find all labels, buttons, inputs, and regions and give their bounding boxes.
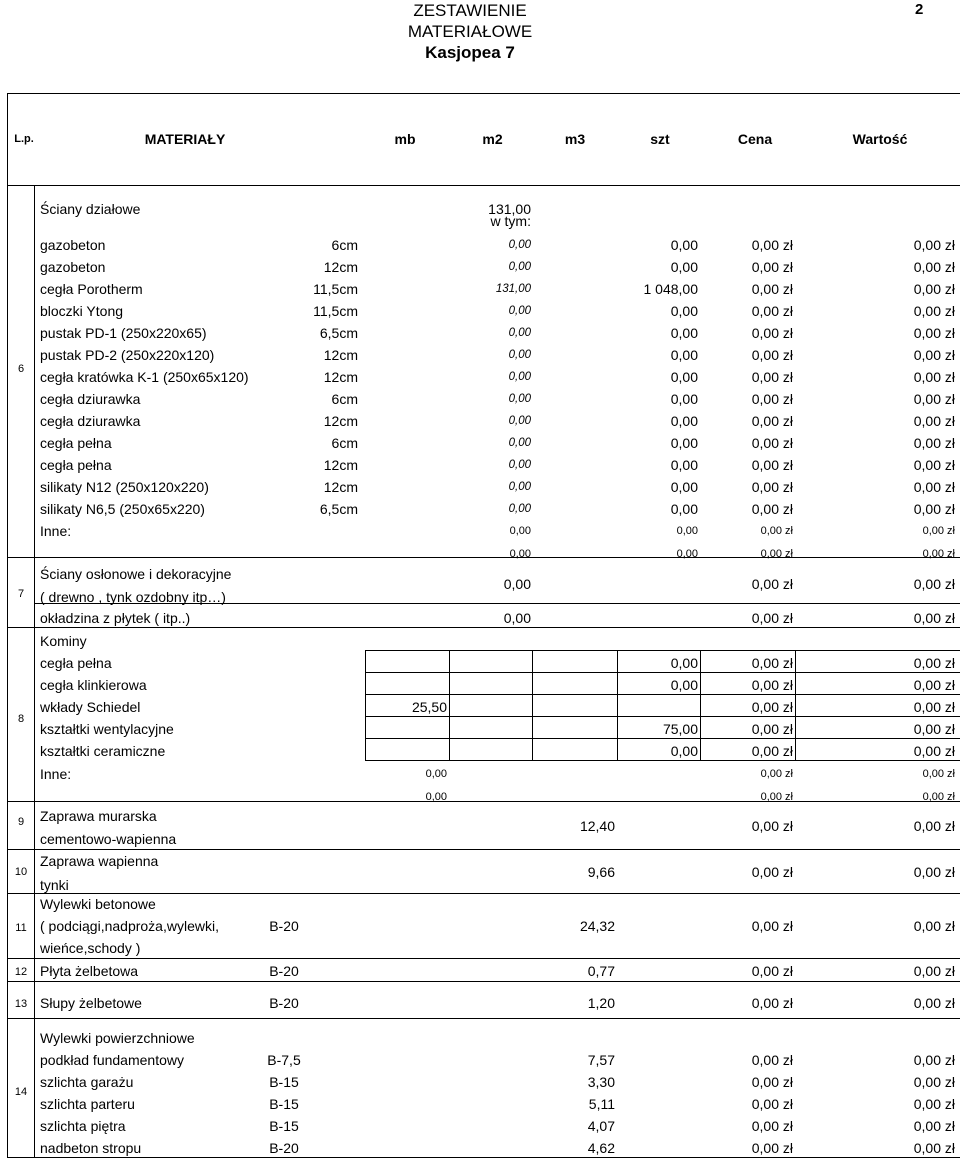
material-name: cegła dziurawka bbox=[40, 413, 141, 429]
m2-value: 0,00 bbox=[508, 327, 531, 339]
material-name: tynki bbox=[40, 877, 69, 893]
material-name: cegła pełna bbox=[40, 457, 112, 473]
kominy-column-line bbox=[532, 650, 533, 760]
material-name: cementowo-wapienna bbox=[40, 831, 177, 847]
total-value: 0,00 zł bbox=[913, 435, 955, 451]
section-separator bbox=[7, 627, 960, 628]
total-value: 0,00 zł bbox=[913, 610, 955, 626]
szt-value: 0,00 bbox=[670, 325, 698, 341]
material-name: cegła kratówka K-1 (250x65x120) bbox=[40, 369, 249, 385]
szt-value: 0,00 bbox=[670, 743, 698, 759]
column-header-5: szt bbox=[650, 131, 670, 147]
kominy-row-line bbox=[365, 650, 960, 651]
m3-value: 24,32 bbox=[579, 918, 615, 934]
kominy-column-line bbox=[700, 650, 701, 760]
material-name: cegła klinkierowa bbox=[40, 677, 147, 693]
szt-value: 0,00 bbox=[670, 457, 698, 473]
total-value: 0,00 zł bbox=[913, 1052, 955, 1068]
header-border-left bbox=[7, 93, 8, 186]
concrete-class: B-15 bbox=[269, 1074, 299, 1090]
total-value: 0,00 zł bbox=[913, 818, 955, 834]
m2-value: 0,00 bbox=[508, 371, 531, 383]
material-name: okładzina z płytek ( itp..) bbox=[40, 610, 191, 626]
price-value: 0,00 zł bbox=[751, 610, 793, 626]
column-header-1: MATERIAŁY bbox=[144, 131, 226, 147]
price-value: 0,00 zł bbox=[751, 743, 793, 759]
price-value: 0,00 zł bbox=[760, 791, 793, 803]
material-name: silikaty N6,5 (250x65x220) bbox=[40, 501, 205, 517]
szt-value: 0,00 bbox=[670, 677, 698, 693]
material-name: ( drewno , tynk ozdobny itp…) bbox=[40, 589, 226, 605]
kominy-column-line bbox=[365, 650, 366, 760]
price-value: 0,00 zł bbox=[751, 413, 793, 429]
material-name: Zaprawa wapienna bbox=[40, 853, 159, 869]
total-value: 0,00 zł bbox=[913, 963, 955, 979]
material-name: cegła dziurawka bbox=[40, 391, 141, 407]
header-border-top bbox=[7, 93, 960, 94]
m3-value: 4,62 bbox=[587, 1140, 615, 1156]
material-name: Zaprawa murarska bbox=[40, 808, 157, 824]
szt-value: 75,00 bbox=[662, 721, 698, 737]
szt-value: 0,00 bbox=[670, 435, 698, 451]
total-value: 0,00 zł bbox=[913, 281, 955, 297]
price-value: 0,00 zł bbox=[751, 655, 793, 671]
material-name: Ściany działowe bbox=[40, 201, 141, 217]
price-value: 0,00 zł bbox=[751, 1140, 793, 1156]
kominy-row-line bbox=[365, 738, 960, 739]
column-header-7: Wartość bbox=[852, 131, 908, 147]
szt-value: 0,00 bbox=[670, 237, 698, 253]
price-value: 0,00 zł bbox=[751, 818, 793, 834]
total-value: 0,00 zł bbox=[913, 655, 955, 671]
document-title-line-1: ZESTAWIENIE bbox=[413, 1, 527, 20]
price-value: 0,00 zł bbox=[751, 721, 793, 737]
lp-number: 8 bbox=[17, 713, 25, 725]
szt-value: 0,00 bbox=[676, 548, 698, 560]
section-separator bbox=[7, 893, 960, 894]
mb-value: 25,50 bbox=[411, 699, 447, 715]
price-value: 0,00 zł bbox=[751, 1096, 793, 1112]
szt-value: 0,00 bbox=[670, 347, 698, 363]
material-name: cegła pełna bbox=[40, 655, 112, 671]
price-value: 0,00 zł bbox=[751, 501, 793, 517]
lp-number: 14 bbox=[14, 1086, 28, 1098]
kominy-column-line bbox=[795, 650, 796, 760]
price-value: 0,00 zł bbox=[751, 576, 793, 592]
m2-value: 0,00 bbox=[508, 415, 531, 427]
total-value: 0,00 zł bbox=[913, 1096, 955, 1112]
total-value: 0,00 zł bbox=[913, 1118, 955, 1134]
section-separator bbox=[7, 1018, 960, 1019]
material-name: silikaty N12 (250x120x220) bbox=[40, 479, 209, 495]
m2-value: w tym: bbox=[490, 213, 531, 229]
m2-value: 0,00 bbox=[508, 459, 531, 471]
kominy-row-line bbox=[365, 716, 960, 717]
price-value: 0,00 zł bbox=[751, 479, 793, 495]
szt-value: 1 048,00 bbox=[643, 281, 698, 297]
document-title-line-3: Kasjopea 7 bbox=[425, 43, 515, 62]
material-name: pustak PD-2 (250x220x120) bbox=[40, 347, 215, 363]
szt-value: 0,00 bbox=[676, 525, 698, 537]
m2-value: 0,00 bbox=[508, 349, 531, 361]
section-separator bbox=[7, 849, 960, 850]
total-value: 0,00 zł bbox=[913, 259, 955, 275]
price-value: 0,00 zł bbox=[751, 281, 793, 297]
m3-value: 5,11 bbox=[588, 1096, 615, 1112]
material-thickness: 11,5cm bbox=[313, 281, 358, 297]
m2-value: 0,00 bbox=[508, 393, 531, 405]
price-value: 0,00 zł bbox=[760, 548, 793, 560]
section-separator bbox=[7, 801, 960, 802]
total-value: 0,00 zł bbox=[913, 413, 955, 429]
concrete-class: B-15 bbox=[269, 1118, 299, 1134]
price-value: 0,00 zł bbox=[751, 369, 793, 385]
m2-value: 0,00 bbox=[508, 481, 531, 493]
total-value: 0,00 zł bbox=[913, 369, 955, 385]
m2-value: 0,00 bbox=[503, 610, 531, 626]
m3-value: 4,07 bbox=[587, 1118, 615, 1134]
mb-value: 0,00 bbox=[425, 791, 447, 803]
header-border-bottom bbox=[7, 185, 960, 186]
document-title-line-2: MATERIAŁOWE bbox=[407, 22, 533, 41]
material-name: cegła Porotherm bbox=[40, 281, 143, 297]
section-separator bbox=[7, 1157, 960, 1158]
price-value: 0,00 zł bbox=[751, 918, 793, 934]
szt-value: 0,00 bbox=[670, 303, 698, 319]
m3-value: 0,77 bbox=[587, 963, 615, 979]
material-name: Ściany osłonowe i dekoracyjne bbox=[40, 566, 232, 582]
material-name: szlichta garażu bbox=[40, 1074, 134, 1090]
m2-value: 0,00 bbox=[509, 525, 531, 537]
material-name: podkład fundamentowy bbox=[40, 1052, 184, 1068]
price-value: 0,00 zł bbox=[751, 963, 793, 979]
szt-value: 0,00 bbox=[670, 391, 698, 407]
lp-number: 9 bbox=[17, 816, 25, 828]
total-value: 0,00 zł bbox=[913, 995, 955, 1011]
kominy-row-line bbox=[365, 760, 960, 761]
total-value: 0,00 zł bbox=[913, 325, 955, 341]
total-value: 0,00 zł bbox=[913, 864, 955, 880]
material-name: Inne: bbox=[40, 523, 72, 539]
m2-value: 0,00 bbox=[508, 437, 531, 449]
kominy-row-line bbox=[365, 694, 960, 695]
concrete-class: B-20 bbox=[269, 995, 299, 1011]
material-thickness: 6cm bbox=[331, 237, 358, 253]
material-thickness: 12cm bbox=[323, 413, 358, 429]
total-value: 0,00 zł bbox=[913, 721, 955, 737]
price-value: 0,00 zł bbox=[760, 768, 793, 780]
material-thickness: 12cm bbox=[323, 259, 358, 275]
m2-value: 131,00 bbox=[495, 283, 531, 295]
material-name: Kominy bbox=[40, 633, 87, 649]
szt-value: 0,00 bbox=[670, 501, 698, 517]
lp-number: 10 bbox=[14, 866, 28, 878]
m3-value: 9,66 bbox=[587, 864, 615, 880]
material-name: Słupy żelbetowe bbox=[40, 995, 142, 1011]
szt-value: 0,00 bbox=[670, 655, 698, 671]
column-header-3: m2 bbox=[482, 131, 503, 147]
m3-value: 7,57 bbox=[587, 1052, 615, 1068]
concrete-class: B-20 bbox=[269, 918, 299, 934]
total-value: 0,00 zł bbox=[913, 1074, 955, 1090]
m3-value: 3,30 bbox=[587, 1074, 615, 1090]
kominy-column-line bbox=[449, 650, 450, 760]
material-thickness: 6cm bbox=[331, 391, 358, 407]
material-name: Płyta żelbetowa bbox=[40, 963, 139, 979]
price-value: 0,00 zł bbox=[751, 435, 793, 451]
material-thickness: 11,5cm bbox=[313, 303, 358, 319]
material-name: Wylewki betonowe bbox=[40, 896, 156, 912]
total-value: 0,00 zł bbox=[922, 768, 955, 780]
page-number: 2 bbox=[915, 1, 924, 18]
concrete-class: B-15 bbox=[269, 1096, 299, 1112]
lp-number: 7 bbox=[17, 588, 25, 600]
price-value: 0,00 zł bbox=[751, 325, 793, 341]
price-value: 0,00 zł bbox=[751, 699, 793, 715]
material-name: bloczki Ytong bbox=[40, 303, 124, 319]
total-value: 0,00 zł bbox=[913, 1140, 955, 1156]
material-name: wieńce,schody ) bbox=[40, 940, 141, 956]
material-name: kształtki wentylacyjne bbox=[40, 721, 174, 737]
total-value: 0,00 zł bbox=[913, 576, 955, 592]
material-name: gazobeton bbox=[40, 237, 106, 253]
material-name: wkłady Schiedel bbox=[40, 699, 141, 715]
column-header-6: Cena bbox=[737, 131, 773, 147]
total-value: 0,00 zł bbox=[913, 677, 955, 693]
concrete-class: B-20 bbox=[269, 1140, 299, 1156]
price-value: 0,00 zł bbox=[751, 391, 793, 407]
material-thickness: 12cm bbox=[323, 457, 358, 473]
total-value: 0,00 zł bbox=[913, 501, 955, 517]
material-name: szlichta piętra bbox=[40, 1118, 126, 1134]
total-value: 0,00 zł bbox=[913, 918, 955, 934]
price-value: 0,00 zł bbox=[751, 457, 793, 473]
mb-value: 0,00 bbox=[425, 768, 447, 780]
lp-column-separator bbox=[34, 185, 35, 1157]
total-value: 0,00 zł bbox=[913, 699, 955, 715]
price-value: 0,00 zł bbox=[751, 677, 793, 693]
material-name: pustak PD-1 (250x220x65) bbox=[40, 325, 207, 341]
material-name: szlichta parteru bbox=[40, 1096, 135, 1112]
section-separator bbox=[7, 958, 960, 959]
m3-value: 12,40 bbox=[579, 818, 615, 834]
total-value: 0,00 zł bbox=[913, 457, 955, 473]
m2-value: 0,00 bbox=[508, 305, 531, 317]
lp-number: 11 bbox=[15, 922, 27, 934]
price-value: 0,00 zł bbox=[751, 259, 793, 275]
material-name: Wylewki powierzchniowe bbox=[40, 1030, 195, 1046]
column-header-4: m3 bbox=[564, 131, 586, 147]
lp-number: 13 bbox=[14, 998, 28, 1010]
material-thickness: 6,5cm bbox=[319, 325, 358, 341]
szt-value: 0,00 bbox=[670, 369, 698, 385]
concrete-class: B-7,5 bbox=[267, 1052, 301, 1068]
material-thickness: 12cm bbox=[323, 369, 358, 385]
total-value: 0,00 zł bbox=[913, 237, 955, 253]
price-value: 0,00 zł bbox=[751, 1118, 793, 1134]
m2-value: 0,00 bbox=[509, 548, 531, 560]
m3-value: 1,20 bbox=[587, 995, 615, 1011]
price-value: 0,00 zł bbox=[751, 347, 793, 363]
material-name: nadbeton stropu bbox=[40, 1140, 142, 1156]
material-name: gazobeton bbox=[40, 259, 106, 275]
material-thickness: 12cm bbox=[323, 479, 358, 495]
material-thickness: 6cm bbox=[331, 435, 358, 451]
price-value: 0,00 zł bbox=[751, 237, 793, 253]
price-value: 0,00 zł bbox=[760, 525, 793, 537]
price-value: 0,00 zł bbox=[751, 1052, 793, 1068]
kominy-row-line bbox=[365, 672, 960, 673]
material-name: ( podciągi,nadproża,wylewki, bbox=[40, 918, 219, 934]
szt-value: 0,00 bbox=[670, 413, 698, 429]
lp-number: 12 bbox=[14, 966, 28, 978]
m2-value: 0,00 bbox=[503, 576, 531, 592]
material-thickness: 6,5cm bbox=[319, 501, 358, 517]
price-value: 0,00 zł bbox=[751, 995, 793, 1011]
total-value: 0,00 zł bbox=[922, 791, 955, 803]
price-value: 0,00 zł bbox=[751, 303, 793, 319]
total-value: 0,00 zł bbox=[913, 743, 955, 759]
szt-value: 0,00 bbox=[670, 479, 698, 495]
material-name: Inne: bbox=[40, 766, 72, 782]
total-value: 0,00 zł bbox=[913, 347, 955, 363]
szt-value: 0,00 bbox=[670, 259, 698, 275]
total-value: 0,00 zł bbox=[913, 479, 955, 495]
concrete-class: B-20 bbox=[269, 963, 299, 979]
total-value: 0,00 zł bbox=[913, 391, 955, 407]
material-thickness: 12cm bbox=[323, 347, 358, 363]
price-value: 0,00 zł bbox=[751, 1074, 793, 1090]
m2-value: 0,00 bbox=[508, 503, 531, 515]
material-name: kształtki ceramiczne bbox=[40, 743, 166, 759]
lp-number: 6 bbox=[17, 363, 25, 375]
m2-value: 131,00 bbox=[488, 201, 531, 217]
m2-value: 0,00 bbox=[508, 239, 531, 251]
material-name: cegła pełna bbox=[40, 435, 112, 451]
price-value: 0,00 zł bbox=[751, 864, 793, 880]
column-header-2: mb bbox=[394, 131, 416, 147]
column-header-0: L.p. bbox=[14, 133, 34, 145]
total-value: 0,00 zł bbox=[922, 548, 955, 560]
total-value: 0,00 zł bbox=[922, 525, 955, 537]
section-separator bbox=[7, 981, 960, 982]
total-value: 0,00 zł bbox=[913, 303, 955, 319]
m2-value: 0,00 bbox=[508, 261, 531, 273]
